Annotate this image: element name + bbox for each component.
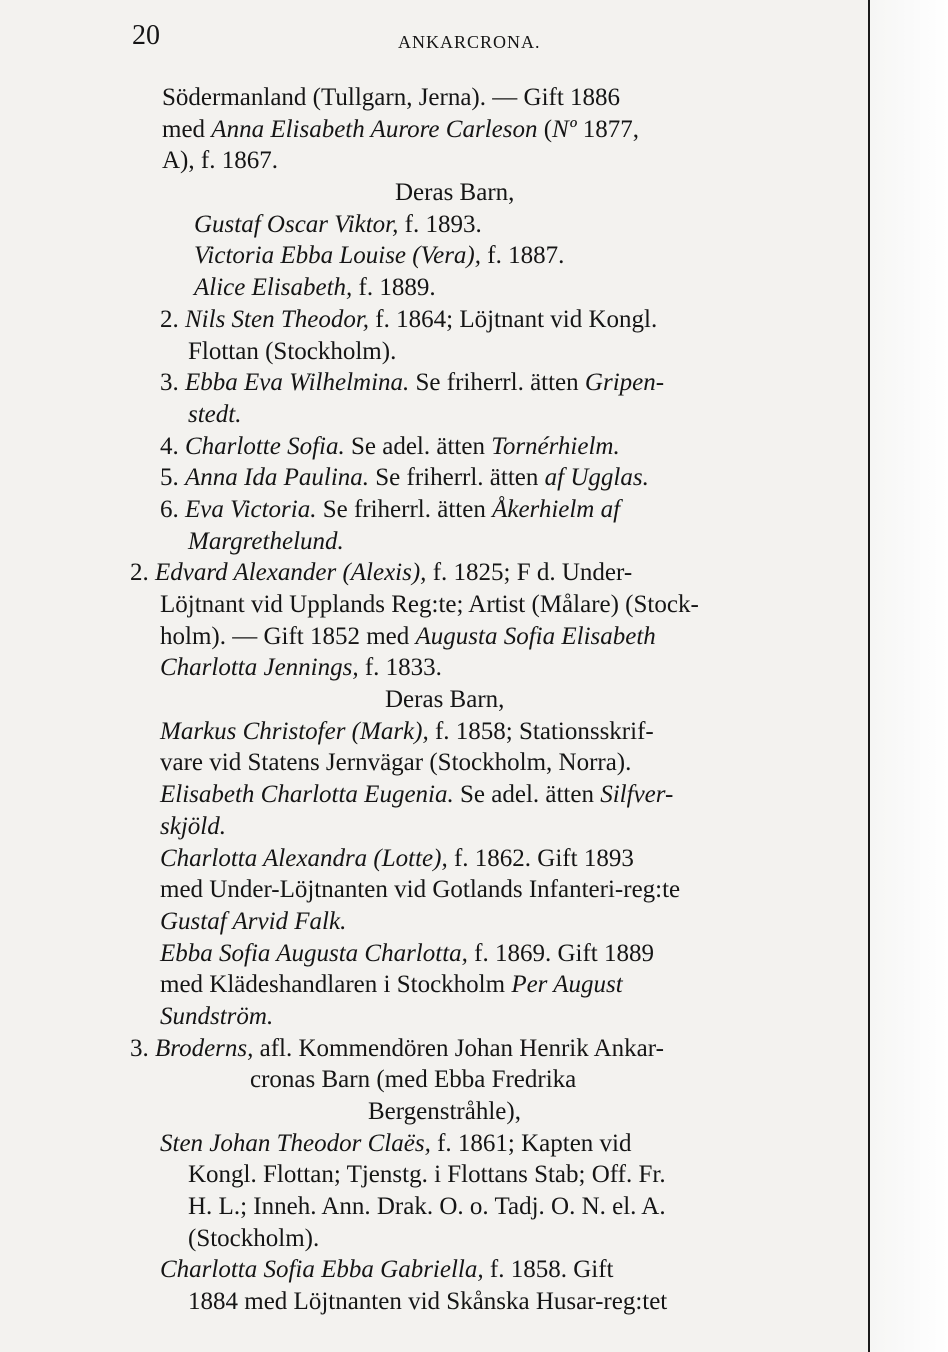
text-run: f. 1825; F d. Under-: [426, 559, 633, 587]
text-run: 1877,: [576, 115, 639, 143]
text-line: [130, 145, 830, 177]
text-line: [130, 399, 830, 431]
text-line: [130, 114, 830, 146]
italic-name: Broderns,: [155, 1034, 254, 1062]
text-line: [130, 652, 830, 684]
italic-name: Gripen-: [584, 369, 665, 397]
italic-name: Nº: [552, 115, 577, 143]
text-run: Se friherrl. ätten: [369, 464, 545, 492]
text-run: Löjtnant vid Upplands Reg:te; Artist (Målare) (Stock-: [160, 591, 699, 618]
italic-name: Charlotta Alexandra (Lotte),: [160, 844, 448, 872]
text-run: A), f. 1867.: [162, 147, 278, 175]
text-run: 2.: [160, 305, 185, 333]
text-run: Se adel. ätten: [344, 432, 492, 460]
text-line: [130, 336, 830, 368]
text-line: [130, 1064, 830, 1096]
text-run: 5.: [160, 464, 185, 492]
text-run: 4.: [160, 432, 185, 460]
italic-name: Charlotta Sofia Ebba Gabriella,: [160, 1256, 484, 1284]
text-run: 3.: [160, 369, 185, 397]
text-run: Se friherrl. ätten: [316, 495, 493, 523]
text-line: [130, 779, 830, 811]
text-line: [130, 177, 830, 209]
italic-name: Tornérhielm.: [491, 432, 620, 460]
text-line: [130, 1286, 830, 1318]
text-line: [130, 526, 830, 558]
text-run: afl. Kommendören Johan Henrik Ankar-: [253, 1034, 664, 1062]
italic-name: Nils Sten Theodor,: [185, 305, 370, 333]
text-run: f. 1858; Stationsskrif-: [428, 717, 654, 745]
text-run: 6.: [160, 495, 185, 523]
text-line: [130, 969, 830, 1001]
italic-name: skjöld.: [160, 812, 226, 840]
text-line: [130, 843, 830, 875]
text-line: [130, 1254, 830, 1286]
text-line: [130, 1159, 830, 1191]
text-run: Se adel. ätten: [453, 781, 601, 809]
text-run: med: [162, 115, 212, 143]
italic-name: Eva Victoria.: [185, 495, 317, 523]
text-line: [130, 494, 830, 526]
text-line: [130, 1223, 830, 1255]
italic-name: Alice Elisabeth,: [194, 274, 353, 302]
text-line: [130, 462, 830, 494]
text-line: [130, 589, 830, 621]
text-run: f. 1869. Gift 1889: [467, 939, 655, 967]
text-run: holm). — Gift 1852 med: [160, 622, 416, 650]
text-run: Se friherrl. ätten: [409, 369, 585, 397]
text-line: [130, 684, 830, 716]
text-line: [130, 874, 830, 906]
text-run: Deras Barn,: [395, 179, 515, 207]
text-run: f. 1861; Kapten vid: [430, 1129, 632, 1157]
text-run: Flottan (Stockholm).: [188, 337, 397, 365]
italic-name: Sundström.: [160, 1002, 274, 1030]
text-run: (Stockholm).: [188, 1224, 320, 1252]
text-run: med Under-Löjtnanten vid Gotlands Infanteri-reg:te: [160, 876, 681, 904]
text-line: [130, 1128, 830, 1160]
italic-name: Edvard Alexander (Alexis),: [155, 559, 427, 587]
text-run: cronas Barn (med Ebba Fredrika: [250, 1066, 577, 1094]
text-line: [130, 811, 830, 843]
text-line: [130, 1001, 830, 1033]
text-run: 2.: [130, 559, 155, 587]
italic-name: Gustaf Arvid Falk.: [160, 907, 347, 935]
text-run: f. 1889.: [352, 274, 436, 302]
text-line: [130, 1033, 830, 1065]
text-line: [130, 906, 830, 938]
text-line: [130, 82, 830, 114]
text-run: 3.: [130, 1034, 155, 1062]
text-line: [130, 304, 830, 336]
text-run: f. 1858. Gift: [483, 1256, 614, 1284]
text-line: [130, 716, 830, 748]
italic-name: Elisabeth Charlotta Eugenia.: [160, 781, 454, 809]
text-run: Kongl. Flottan; Tjenstg. i Flottans Stab; Off. Fr.: [188, 1161, 666, 1189]
text-line: [130, 1096, 830, 1128]
italic-name: Augusta Sofia Elisabeth: [415, 622, 656, 650]
italic-name: Åkerhielm af: [492, 495, 621, 523]
italic-name: Charlotte Sofia.: [185, 432, 345, 460]
text-line: [130, 367, 830, 399]
text-run: vare vid Statens Jernvägar (Stockholm, Norra).: [160, 749, 632, 777]
page-number: 20: [132, 20, 160, 51]
italic-name: Anna Ida Paulina.: [185, 464, 370, 492]
italic-name: Charlotta Jennings,: [160, 654, 359, 682]
text-line: [130, 621, 830, 653]
italic-name: Victoria Ebba Louise (Vera),: [194, 242, 481, 270]
text-run: f. 1887.: [481, 242, 565, 270]
italic-name: stedt.: [188, 400, 242, 428]
text-line: [130, 240, 830, 272]
italic-name: Anna Elisabeth Aurore Carleson: [211, 115, 538, 143]
text-run: H. L.; Inneh. Ann. Drak. O. o. Tadj. O. N. el. A.: [188, 1193, 666, 1221]
text-run: 1884 med Löjtnanten vid Skånska Husar-reg:tet: [188, 1288, 668, 1316]
text-run: Deras Barn,: [385, 686, 505, 714]
text-run: f. 1862. Gift 1893: [447, 844, 634, 872]
italic-name: Ebba Eva Wilhelmina.: [185, 369, 410, 397]
text-line: [130, 272, 830, 304]
italic-name: Margrethelund.: [188, 527, 344, 555]
text-run: f. 1833.: [358, 654, 442, 682]
text-run: Bergenstråhle),: [368, 1098, 521, 1125]
page-body-text: [130, 82, 830, 1318]
text-run: f. 1864; Löjtnant vid Kongl.: [369, 305, 658, 333]
italic-name: Markus Christofer (Mark),: [160, 717, 429, 745]
text-run: Södermanland (Tullgarn, Jerna). — Gift 1886: [162, 84, 621, 111]
italic-name: Per August: [511, 971, 623, 999]
text-run: (: [537, 115, 553, 143]
text-line: [130, 1191, 830, 1223]
text-line: [130, 747, 830, 779]
italic-name: Ebba Sofia Augusta Charlotta,: [160, 939, 468, 967]
running-title: ANKARCRONA.: [398, 32, 541, 52]
page-header: [0, 0, 868, 72]
italic-name: af Ugglas.: [544, 464, 649, 492]
italic-name: Sten Johan Theodor Claës,: [160, 1129, 431, 1157]
text-line: [130, 938, 830, 970]
italic-name: Gustaf Oscar Viktor,: [194, 210, 399, 238]
page-margin-white: [870, 0, 948, 1352]
text-line: [130, 431, 830, 463]
text-run: f. 1893.: [398, 210, 482, 238]
text-line: [130, 557, 830, 589]
text-run: med Klädeshandlaren i Stockholm: [160, 971, 512, 999]
italic-name: Silfver-: [600, 781, 674, 809]
text-line: [130, 209, 830, 241]
